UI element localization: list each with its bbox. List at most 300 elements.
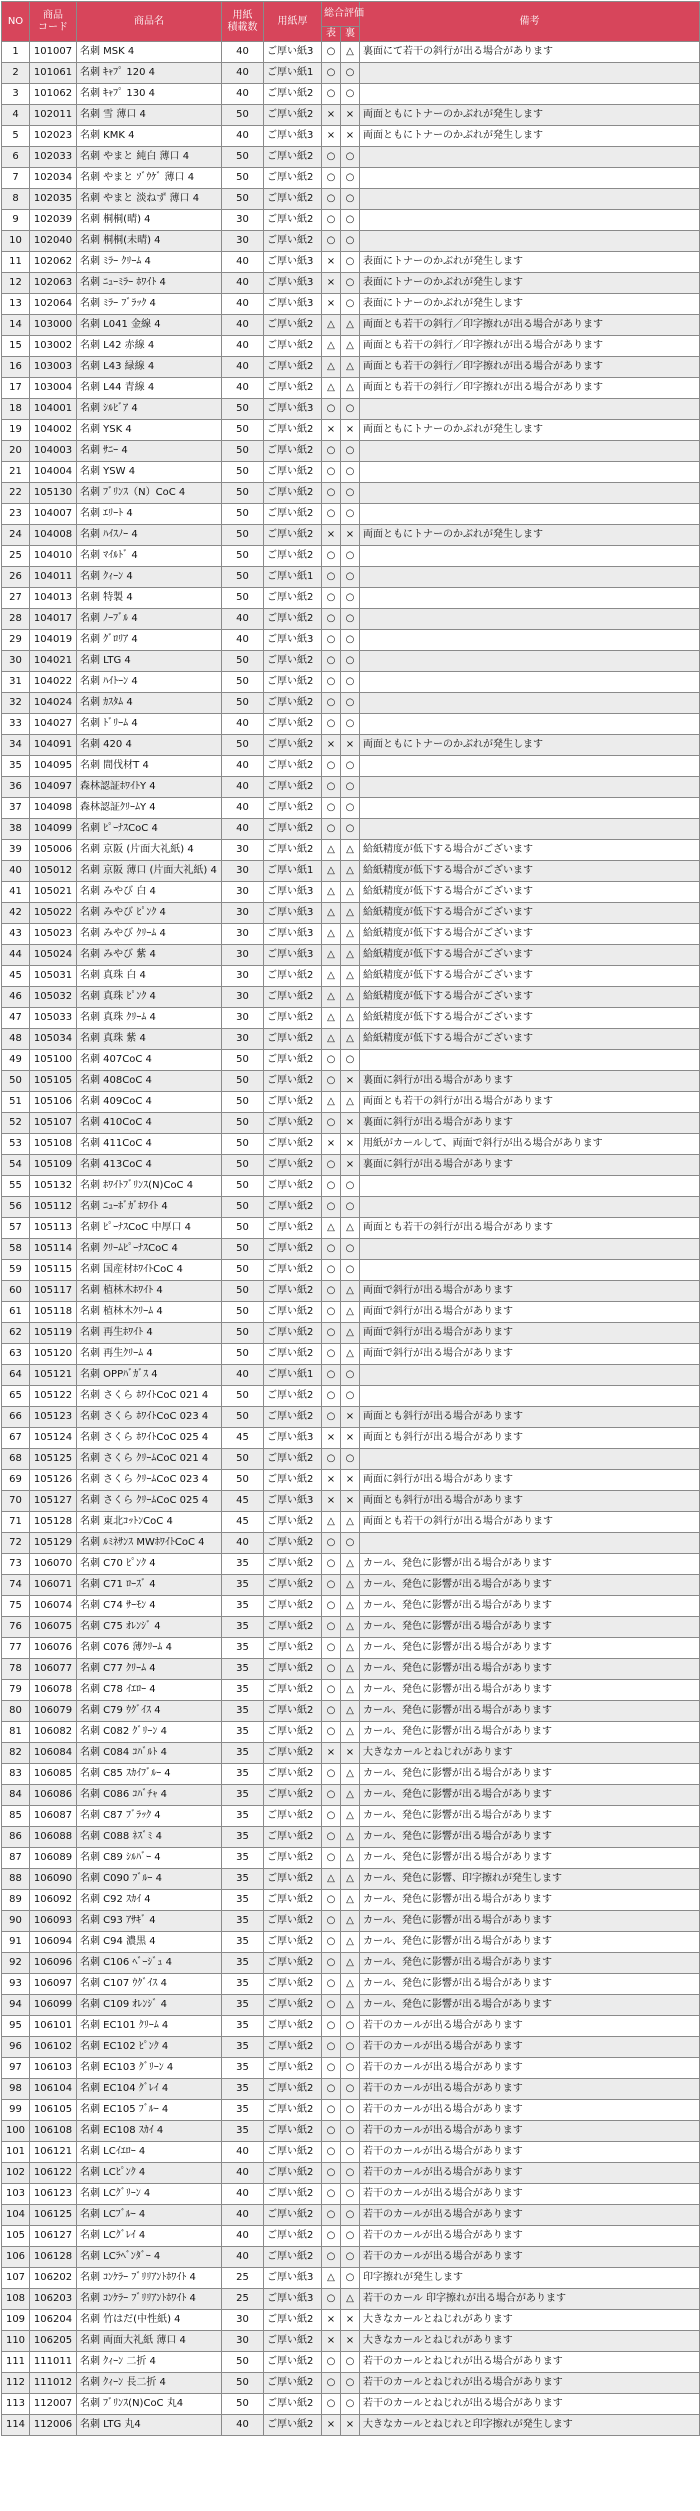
row-number-cell: 22 — [2, 483, 30, 504]
sheet-capacity-cell: 40 — [222, 2247, 264, 2268]
paper-thickness-cell: ご厚い紙3 — [264, 903, 322, 924]
product-name-cell: 名刺 国産材ﾎﾜｲﾄCoC 4 — [77, 1260, 222, 1281]
table-row — [2, 378, 700, 399]
eval-back-cell: × — [341, 2331, 360, 2352]
eval-back-cell: × — [341, 2310, 360, 2331]
sheet-capacity-cell: 50 — [222, 1134, 264, 1155]
sheet-capacity-cell: 30 — [222, 966, 264, 987]
paper-thickness-cell: ご厚い紙2 — [264, 1449, 322, 1470]
sheet-capacity-cell: 50 — [222, 546, 264, 567]
paper-thickness-cell: ご厚い紙2 — [264, 672, 322, 693]
product-code-cell: 104019 — [30, 630, 77, 651]
row-number-cell: 6 — [2, 147, 30, 168]
product-name-cell: 名刺 C086 ｺﾊﾞﾁｬ 4 — [77, 1785, 222, 1806]
product-name-cell: 名刺 C89 ｼﾙﾊﾞｰ 4 — [77, 1848, 222, 1869]
eval-front-cell: ○ — [322, 42, 341, 63]
sheet-capacity-cell: 40 — [222, 84, 264, 105]
sheet-capacity-cell: 40 — [222, 42, 264, 63]
paper-thickness-cell: ご厚い紙3 — [264, 294, 322, 315]
sheet-capacity-cell: 40 — [222, 2163, 264, 2184]
sheet-capacity-cell: 30 — [222, 882, 264, 903]
eval-back-cell: △ — [341, 1092, 360, 1113]
product-code-cell: 105132 — [30, 1176, 77, 1197]
eval-front-cell: ○ — [322, 1575, 341, 1596]
eval-back-cell: ○ — [341, 798, 360, 819]
sheet-capacity-cell: 40 — [222, 294, 264, 315]
remarks-cell: カール、発色に影響が出る場合があります — [360, 1596, 700, 1617]
product-code-cell: 104007 — [30, 504, 77, 525]
row-number-cell: 88 — [2, 1869, 30, 1890]
remarks-cell: 裏面に斜行が出る場合があります — [360, 1071, 700, 1092]
table-row — [2, 357, 700, 378]
sheet-capacity-cell: 30 — [222, 924, 264, 945]
eval-front-cell: ○ — [322, 651, 341, 672]
table-row — [2, 2079, 700, 2100]
eval-front-cell: △ — [322, 903, 341, 924]
eval-front-cell: ○ — [322, 1806, 341, 1827]
table-row — [2, 882, 700, 903]
row-number-cell: 54 — [2, 1155, 30, 1176]
sheet-capacity-cell: 50 — [222, 2373, 264, 2394]
sheet-capacity-cell: 30 — [222, 987, 264, 1008]
eval-front-cell: ○ — [322, 210, 341, 231]
sheet-capacity-cell: 50 — [222, 105, 264, 126]
product-name-cell: 名刺 408CoC 4 — [77, 1071, 222, 1092]
remarks-cell: 若干のカールが出る場合があります — [360, 2079, 700, 2100]
row-number-cell: 29 — [2, 630, 30, 651]
product-code-cell: 104010 — [30, 546, 77, 567]
eval-front-cell: △ — [322, 861, 341, 882]
product-name-cell: 名刺 420 4 — [77, 735, 222, 756]
row-number-cell: 92 — [2, 1953, 30, 1974]
row-number-cell: 55 — [2, 1176, 30, 1197]
eval-back-cell: △ — [341, 1827, 360, 1848]
eval-front-cell: × — [322, 294, 341, 315]
product-name-cell: 名刺 ｸｨｰﾝ 二折 4 — [77, 2352, 222, 2373]
eval-front-cell: ○ — [322, 714, 341, 735]
product-name-cell: 名刺 ﾆｭｰﾎﾞｶﾞﾎﾜｲﾄ 4 — [77, 1197, 222, 1218]
product-code-cell: 106084 — [30, 1743, 77, 1764]
sheet-capacity-cell: 35 — [222, 1575, 264, 1596]
product-name-cell: 名刺 ｸﾘｰﾑﾋﾟｰﾅｽCoC 4 — [77, 1239, 222, 1260]
sheet-capacity-cell: 40 — [222, 819, 264, 840]
paper-thickness-cell: ご厚い紙2 — [264, 2205, 322, 2226]
sheet-capacity-cell: 40 — [222, 2142, 264, 2163]
eval-front-cell: △ — [322, 966, 341, 987]
row-number-cell: 59 — [2, 1260, 30, 1281]
row-number-cell: 27 — [2, 588, 30, 609]
sheet-capacity-cell: 40 — [222, 252, 264, 273]
remarks-cell: 両面ともにトナーのかぶれが発生します — [360, 525, 700, 546]
table-row — [2, 756, 700, 777]
product-code-cell: 105012 — [30, 861, 77, 882]
product-code-cell: 106097 — [30, 1974, 77, 1995]
sheet-capacity-cell: 50 — [222, 1344, 264, 1365]
table-row — [2, 2352, 700, 2373]
row-number-cell: 91 — [2, 1932, 30, 1953]
eval-front-cell: △ — [322, 336, 341, 357]
eval-back-cell: △ — [341, 1785, 360, 1806]
eval-front-cell: ○ — [322, 1554, 341, 1575]
remarks-cell: 両面とも若干の斜行が出る場合があります — [360, 1512, 700, 1533]
sheet-capacity-cell: 35 — [222, 1932, 264, 1953]
remarks-cell: 大きなカールとねじれがあります — [360, 1743, 700, 1764]
sheet-capacity-cell: 40 — [222, 1533, 264, 1554]
header-front: 表 — [322, 27, 341, 42]
remarks-cell: 若干のカールが出る場合があります — [360, 2184, 700, 2205]
product-code-cell: 104022 — [30, 672, 77, 693]
eval-front-cell: × — [322, 126, 341, 147]
eval-back-cell: × — [341, 1470, 360, 1491]
table-row — [2, 840, 700, 861]
table-row — [2, 1533, 700, 1554]
remarks-cell: 給紙精度が低下する場合がございます — [360, 966, 700, 987]
row-number-cell: 24 — [2, 525, 30, 546]
row-number-cell: 81 — [2, 1722, 30, 1743]
product-code-cell: 106078 — [30, 1680, 77, 1701]
remarks-cell: 給紙精度が低下する場合がございます — [360, 861, 700, 882]
table-row — [2, 1260, 700, 1281]
product-code-cell: 106087 — [30, 1806, 77, 1827]
remarks-cell: カール、発色に影響が出る場合があります — [360, 1764, 700, 1785]
row-number-cell: 57 — [2, 1218, 30, 1239]
remarks-cell: 両面ともにトナーのかぶれが発生します — [360, 105, 700, 126]
product-name-cell: 名刺 C94 濃黒 4 — [77, 1932, 222, 1953]
sheet-capacity-cell: 35 — [222, 1785, 264, 1806]
product-code-cell: 106076 — [30, 1638, 77, 1659]
remarks-cell: 若干のカール 印字擦れが出る場合があります — [360, 2289, 700, 2310]
paper-thickness-cell: ご厚い紙2 — [264, 1848, 322, 1869]
eval-front-cell: △ — [322, 357, 341, 378]
eval-back-cell: △ — [341, 1302, 360, 1323]
product-code-cell: 102062 — [30, 252, 77, 273]
remarks-cell — [360, 1449, 700, 1470]
product-code-cell: 105125 — [30, 1449, 77, 1470]
remarks-cell: 両面で斜行が出る場合があります — [360, 1302, 700, 1323]
product-name-cell: 名刺 植林木ﾎﾜｲﾄ 4 — [77, 1281, 222, 1302]
product-code-cell: 105128 — [30, 1512, 77, 1533]
sheet-capacity-cell: 40 — [222, 315, 264, 336]
eval-back-cell: △ — [341, 840, 360, 861]
product-name-cell: 名刺 YSK 4 — [77, 420, 222, 441]
eval-back-cell: △ — [341, 1890, 360, 1911]
table-row — [2, 1071, 700, 1092]
table-row — [2, 1281, 700, 1302]
product-code-cell: 104008 — [30, 525, 77, 546]
eval-front-cell: × — [322, 1134, 341, 1155]
paper-thickness-cell: ご厚い紙2 — [264, 2037, 322, 2058]
sheet-capacity-cell: 40 — [222, 2226, 264, 2247]
product-code-cell: 102064 — [30, 294, 77, 315]
paper-thickness-cell: ご厚い紙2 — [264, 357, 322, 378]
eval-front-cell: ○ — [322, 2037, 341, 2058]
table-row — [2, 567, 700, 588]
sheet-capacity-cell: 50 — [222, 483, 264, 504]
table-row — [2, 336, 700, 357]
paper-thickness-cell: ご厚い紙3 — [264, 252, 322, 273]
remarks-cell: 給紙精度が低下する場合がございます — [360, 840, 700, 861]
table-row — [2, 1953, 700, 1974]
product-name-cell: 名刺 再生ｸﾘｰﾑ 4 — [77, 1344, 222, 1365]
product-code-cell: 106122 — [30, 2163, 77, 2184]
row-number-cell: 72 — [2, 1533, 30, 1554]
table-row — [2, 2268, 700, 2289]
eval-back-cell: △ — [341, 1659, 360, 1680]
sheet-capacity-cell: 50 — [222, 147, 264, 168]
product-code-cell: 106205 — [30, 2331, 77, 2352]
header-product-name: 商品名 — [77, 2, 222, 42]
table-row — [2, 924, 700, 945]
eval-back-cell: ○ — [341, 567, 360, 588]
paper-thickness-cell: ご厚い紙2 — [264, 483, 322, 504]
product-name-cell: 名刺 さくら ｸﾘｰﾑCoC 025 4 — [77, 1491, 222, 1512]
product-code-cell: 106094 — [30, 1932, 77, 1953]
row-number-cell: 16 — [2, 357, 30, 378]
sheet-capacity-cell: 50 — [222, 168, 264, 189]
sheet-capacity-cell: 40 — [222, 63, 264, 84]
row-number-cell: 15 — [2, 336, 30, 357]
table-row — [2, 1008, 700, 1029]
eval-back-cell: × — [341, 105, 360, 126]
remarks-cell: 両面とも斜行が出る場合があります — [360, 1428, 700, 1449]
eval-back-cell: △ — [341, 1995, 360, 2016]
eval-front-cell: ○ — [322, 504, 341, 525]
eval-front-cell: ○ — [322, 1071, 341, 1092]
remarks-cell — [360, 147, 700, 168]
table-row — [2, 546, 700, 567]
sheet-capacity-cell: 35 — [222, 2037, 264, 2058]
eval-front-cell: ○ — [322, 777, 341, 798]
paper-thickness-cell: ご厚い紙2 — [264, 756, 322, 777]
remarks-cell: 用紙がカールして、両面で斜行が出る場合があります — [360, 1134, 700, 1155]
eval-front-cell: ○ — [322, 1302, 341, 1323]
eval-back-cell: × — [341, 1071, 360, 1092]
product-name-cell: 名刺 C70 ﾋﾟﾝｸ 4 — [77, 1554, 222, 1575]
remarks-cell: カール、発色に影響が出る場合があります — [360, 1659, 700, 1680]
product-name-cell: 名刺 LTG 4 — [77, 651, 222, 672]
eval-front-cell: △ — [322, 945, 341, 966]
paper-thickness-cell: ご厚い紙2 — [264, 1554, 322, 1575]
product-code-cell: 106105 — [30, 2100, 77, 2121]
sheet-capacity-cell: 40 — [222, 2205, 264, 2226]
eval-front-cell: △ — [322, 1869, 341, 1890]
remarks-cell — [360, 651, 700, 672]
eval-back-cell: △ — [341, 1008, 360, 1029]
eval-front-cell: △ — [322, 315, 341, 336]
product-code-cell: 105034 — [30, 1029, 77, 1050]
paper-thickness-cell: ご厚い紙2 — [264, 1155, 322, 1176]
product-name-cell: 名刺 LCｸﾞﾚｲ 4 — [77, 2226, 222, 2247]
remarks-cell — [360, 1386, 700, 1407]
eval-front-cell: ○ — [322, 1638, 341, 1659]
table-row — [2, 1470, 700, 1491]
header-paper-thickness: 用紙厚 — [264, 2, 322, 42]
eval-front-cell: ○ — [322, 1407, 341, 1428]
product-name-cell: 名刺 ﾊｲﾄｰﾝ 4 — [77, 672, 222, 693]
paper-thickness-cell: ご厚い紙3 — [264, 924, 322, 945]
product-name-cell: 名刺 C79 ｳｸﾞｲｽ 4 — [77, 1701, 222, 1722]
table-row — [2, 588, 700, 609]
table-row — [2, 966, 700, 987]
paper-thickness-cell: ご厚い紙2 — [264, 2058, 322, 2079]
row-number-cell: 45 — [2, 966, 30, 987]
paper-thickness-cell: ご厚い紙2 — [264, 1743, 322, 1764]
eval-front-cell: × — [322, 2415, 341, 2436]
paper-thickness-cell: ご厚い紙2 — [264, 2016, 322, 2037]
product-code-cell: 102023 — [30, 126, 77, 147]
eval-back-cell: △ — [341, 924, 360, 945]
table-row — [2, 1911, 700, 1932]
row-number-cell: 94 — [2, 1995, 30, 2016]
eval-front-cell: ○ — [322, 2100, 341, 2121]
row-number-cell: 18 — [2, 399, 30, 420]
table-row — [2, 1932, 700, 1953]
eval-back-cell: ○ — [341, 1239, 360, 1260]
product-code-cell: 104021 — [30, 651, 77, 672]
product-name-cell: 名刺 L44 青線 4 — [77, 378, 222, 399]
row-number-cell: 2 — [2, 63, 30, 84]
product-name-cell: 名刺 LCﾋﾟﾝｸ 4 — [77, 2163, 222, 2184]
eval-back-cell: ○ — [341, 693, 360, 714]
row-number-cell: 23 — [2, 504, 30, 525]
product-name-cell: 名刺 植林木ｸﾘｰﾑ 4 — [77, 1302, 222, 1323]
paper-thickness-cell: ご厚い紙2 — [264, 2100, 322, 2121]
eval-front-cell: ○ — [322, 1827, 341, 1848]
eval-back-cell: △ — [341, 1701, 360, 1722]
paper-thickness-cell: ご厚い紙3 — [264, 126, 322, 147]
eval-back-cell: ○ — [341, 273, 360, 294]
product-name-cell: 名刺 ﾋﾟｰﾅｽCoC 中厚口 4 — [77, 1218, 222, 1239]
paper-thickness-cell: ご厚い紙2 — [264, 1827, 322, 1848]
eval-back-cell: ○ — [341, 294, 360, 315]
row-number-cell: 33 — [2, 714, 30, 735]
product-code-cell: 106096 — [30, 1953, 77, 1974]
row-number-cell: 35 — [2, 756, 30, 777]
row-number-cell: 49 — [2, 1050, 30, 1071]
paper-thickness-cell: ご厚い紙2 — [264, 1281, 322, 1302]
sheet-capacity-cell: 35 — [222, 1764, 264, 1785]
product-code-cell: 105021 — [30, 882, 77, 903]
eval-back-cell: ○ — [341, 462, 360, 483]
paper-thickness-cell: ご厚い紙2 — [264, 378, 322, 399]
paper-thickness-cell: ご厚い紙2 — [264, 1134, 322, 1155]
table-row — [2, 861, 700, 882]
eval-back-cell: ○ — [341, 1260, 360, 1281]
product-code-cell: 105120 — [30, 1344, 77, 1365]
product-code-cell: 111012 — [30, 2373, 77, 2394]
remarks-cell: 裏面に斜行が出る場合があります — [360, 1155, 700, 1176]
eval-front-cell: ○ — [322, 819, 341, 840]
product-code-cell: 105126 — [30, 1470, 77, 1491]
product-code-cell: 112006 — [30, 2415, 77, 2436]
product-name-cell: 名刺 桐桐(晴) 4 — [77, 210, 222, 231]
paper-thickness-cell: ご厚い紙2 — [264, 1008, 322, 1029]
product-code-cell: 105119 — [30, 1323, 77, 1344]
product-name-cell: 名刺 さくら ﾎﾜｲﾄCoC 023 4 — [77, 1407, 222, 1428]
eval-front-cell: △ — [322, 378, 341, 399]
row-number-cell: 14 — [2, 315, 30, 336]
paper-thickness-cell: ご厚い紙2 — [264, 504, 322, 525]
product-code-cell: 105118 — [30, 1302, 77, 1323]
row-number-cell: 3 — [2, 84, 30, 105]
table-row — [2, 1407, 700, 1428]
row-number-cell: 47 — [2, 1008, 30, 1029]
remarks-cell — [360, 1050, 700, 1071]
header-product-code: 商品 コード — [30, 2, 77, 42]
eval-front-cell: △ — [322, 1008, 341, 1029]
sheet-capacity-cell: 30 — [222, 840, 264, 861]
row-number-cell: 36 — [2, 777, 30, 798]
row-number-cell: 105 — [2, 2226, 30, 2247]
sheet-capacity-cell: 50 — [222, 672, 264, 693]
product-name-cell: 名刺 C93 ｱｻｷﾞ 4 — [77, 1911, 222, 1932]
paper-thickness-cell: ご厚い紙2 — [264, 1407, 322, 1428]
remarks-cell — [360, 798, 700, 819]
table-row — [2, 2037, 700, 2058]
remarks-cell — [360, 399, 700, 420]
header-remarks: 備考 — [360, 2, 700, 42]
eval-front-cell: ○ — [322, 1911, 341, 1932]
product-code-cell: 105022 — [30, 903, 77, 924]
paper-thickness-cell: ご厚い紙2 — [264, 546, 322, 567]
product-name-cell: 名刺 LCﾗﾍﾞﾝﾀﾞｰ 4 — [77, 2247, 222, 2268]
remarks-cell: 若干のカールが出る場合があります — [360, 2058, 700, 2079]
remarks-cell — [360, 756, 700, 777]
eval-front-cell: ○ — [322, 2121, 341, 2142]
product-name-cell: 名刺 桐桐(未晴) 4 — [77, 231, 222, 252]
row-number-cell: 31 — [2, 672, 30, 693]
sheet-capacity-cell: 30 — [222, 903, 264, 924]
product-code-cell: 104091 — [30, 735, 77, 756]
product-code-cell: 102033 — [30, 147, 77, 168]
sheet-capacity-cell: 35 — [222, 1911, 264, 1932]
eval-back-cell: × — [341, 525, 360, 546]
table-row — [2, 189, 700, 210]
row-number-cell: 77 — [2, 1638, 30, 1659]
table-row — [2, 1701, 700, 1722]
eval-back-cell: △ — [341, 1911, 360, 1932]
eval-back-cell: ○ — [341, 168, 360, 189]
paper-thickness-cell: ご厚い紙2 — [264, 1239, 322, 1260]
paper-thickness-cell: ご厚い紙2 — [264, 1323, 322, 1344]
eval-back-cell: ○ — [341, 651, 360, 672]
sheet-capacity-cell: 50 — [222, 1071, 264, 1092]
row-number-cell: 30 — [2, 651, 30, 672]
table-row — [2, 2184, 700, 2205]
product-name-cell: 名刺 C088 ﾈｽﾞﾐ 4 — [77, 1827, 222, 1848]
eval-back-cell: △ — [341, 1680, 360, 1701]
table-row — [2, 1218, 700, 1239]
paper-thickness-cell: ご厚い紙2 — [264, 1218, 322, 1239]
product-name-cell: 名刺 再生ﾎﾜｲﾄ 4 — [77, 1323, 222, 1344]
eval-front-cell: × — [322, 1491, 341, 1512]
eval-front-cell: △ — [322, 987, 341, 1008]
product-code-cell: 105112 — [30, 1197, 77, 1218]
sheet-capacity-cell: 30 — [222, 210, 264, 231]
table-row — [2, 2289, 700, 2310]
eval-back-cell: ○ — [341, 1449, 360, 1470]
table-header — [2, 2, 700, 42]
eval-front-cell: ○ — [322, 1596, 341, 1617]
row-number-cell: 110 — [2, 2331, 30, 2352]
table-row — [2, 1176, 700, 1197]
row-number-cell: 42 — [2, 903, 30, 924]
sheet-capacity-cell: 50 — [222, 1155, 264, 1176]
remarks-cell: 裏面にて若干の斜行が出る場合があります — [360, 42, 700, 63]
table-row — [2, 420, 700, 441]
remarks-cell: 両面とも斜行が出る場合があります — [360, 1491, 700, 1512]
product-name-cell: 名刺 やまと 淡ねず 薄口 4 — [77, 189, 222, 210]
